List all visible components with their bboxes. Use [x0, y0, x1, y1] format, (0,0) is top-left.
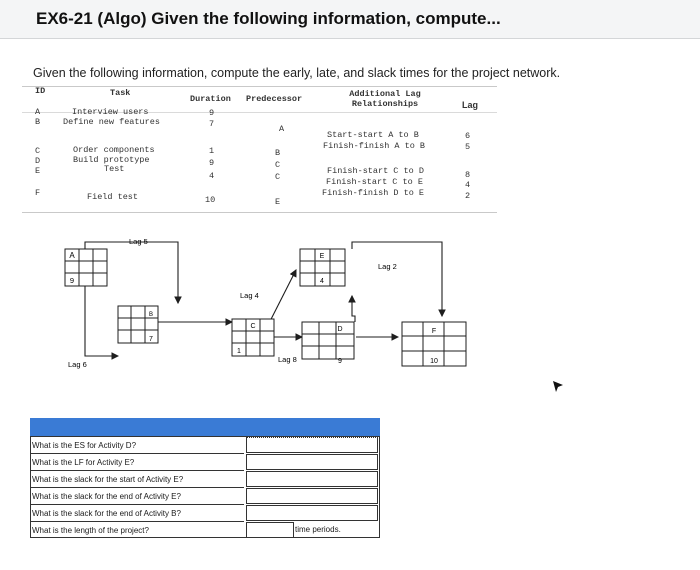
table-row-lag: 4 [465, 180, 471, 190]
question-label: What is the slack for the end of Activity B? [32, 509, 181, 518]
node-b-id: B [148, 312, 154, 318]
node-b [118, 306, 158, 343]
table-row-task: Interview users [72, 107, 149, 117]
answer-input-lf-e[interactable] [246, 454, 378, 470]
table-row-predecessor: E [275, 197, 281, 207]
col-header-duration: Duration [190, 94, 231, 104]
questions-header-bar [30, 418, 380, 436]
node-a-duration: 9 [69, 276, 75, 285]
table-row-duration: 9 [209, 158, 215, 168]
table-row-task: Test [104, 164, 125, 174]
col-header-task: Task [110, 88, 131, 98]
table-row-duration: 1 [209, 146, 215, 156]
answer-input-slack-end-e[interactable] [246, 488, 378, 504]
table-row-id: E [35, 166, 41, 176]
table-row-id: A [35, 107, 41, 117]
table-row-predecessor: B [275, 148, 281, 158]
question-label: What is the slack for the start of Activity E? [32, 475, 184, 484]
lag-label: Lag 8 [278, 355, 297, 364]
node-f-duration: 10 [430, 358, 438, 365]
lag-label: Lag 5 [129, 237, 148, 246]
question-label: What is the length of the project? [32, 526, 149, 535]
table-row-id: F [35, 188, 41, 198]
table-row-lag: 5 [465, 142, 471, 152]
node-e-id: E [319, 253, 325, 260]
col-header-predecessor: Predecessor [246, 94, 303, 104]
node-f-id: F [431, 328, 437, 335]
question-label: What is the slack for the end of Activity E? [32, 492, 181, 501]
table-row-predecessor: C [275, 172, 281, 182]
node-e-duration: 4 [320, 278, 324, 285]
mouse-cursor-icon [553, 381, 563, 392]
node-c-id: C [250, 323, 256, 330]
table-row-duration: 7 [209, 119, 215, 129]
lag-arrow-e-to-f [352, 242, 442, 316]
table-row-predecessor: C [275, 160, 281, 170]
answer-input-slack-start-e[interactable] [246, 471, 378, 487]
table-row-task: Build prototype [73, 155, 150, 165]
node-b-duration: 7 [149, 336, 153, 343]
question-row [30, 453, 244, 471]
table-row-id: B [35, 117, 41, 127]
table-row-duration: 9 [209, 108, 215, 118]
col-header-additional-lag: Additional Lag Relationships [349, 89, 421, 109]
node-a [65, 249, 107, 286]
question-row [30, 470, 244, 488]
table-row-task: Order components [73, 145, 155, 155]
question-row [30, 487, 244, 505]
table-row-relationship: Finish-start C to E [326, 177, 423, 187]
question-label: What is the LF for Activity E? [32, 458, 135, 467]
col-header-lag: Lag [462, 100, 479, 110]
table-row-id: D [35, 156, 41, 166]
table-row-lag: 6 [465, 131, 471, 141]
question-row [30, 521, 244, 539]
node-a-id: A [69, 251, 75, 260]
node-f [402, 322, 466, 366]
table-row-task: Field test [87, 192, 139, 202]
lag-label: Lag 2 [378, 262, 397, 271]
question-row [30, 504, 244, 522]
node-c [232, 319, 274, 356]
lag-label: Lag 6 [68, 360, 87, 369]
question-label: What is the ES for Activity D? [32, 441, 137, 450]
table-row-lag: 8 [465, 170, 471, 180]
table-row-duration: 4 [209, 171, 215, 181]
lag-arrow-d-to-e [352, 296, 355, 322]
table-row-relationship: Start-start A to B [327, 130, 419, 140]
table-row-duration: 10 [205, 195, 216, 205]
node-c-duration: 1 [237, 348, 241, 355]
col-header-id: ID [35, 86, 46, 96]
lag-label: Lag 4 [240, 291, 259, 300]
answer-input-project-length[interactable] [246, 522, 294, 538]
table-row-relationship: Finish-finish D to E [322, 188, 425, 198]
node-d-duration: 9 [338, 358, 342, 365]
table-row-relationship: Finish-start C to D [327, 166, 424, 176]
table-row-lag: 2 [465, 191, 471, 201]
node-d-id: D [337, 326, 343, 333]
table-row-relationship: Finish-finish A to B [323, 141, 426, 151]
table-row-task: Define new features [63, 117, 160, 127]
question-row [30, 436, 244, 454]
time-unit-label: time periods. [295, 525, 341, 534]
answer-input-slack-end-b[interactable] [246, 505, 378, 521]
instructions-text: Given the following information, compute the early, late, and slack times for the project network. [33, 66, 561, 80]
node-e [300, 249, 345, 286]
table-row-predecessor: A [279, 124, 285, 134]
questions-table [30, 418, 380, 540]
page-title: EX6-21 (Algo) Given the following information, compute... [36, 9, 501, 28]
node-d [302, 322, 354, 365]
lag-arrow-a-to-b-finish [85, 286, 118, 356]
answer-input-es-d[interactable] [246, 437, 378, 453]
table-row-id: C [35, 146, 41, 156]
